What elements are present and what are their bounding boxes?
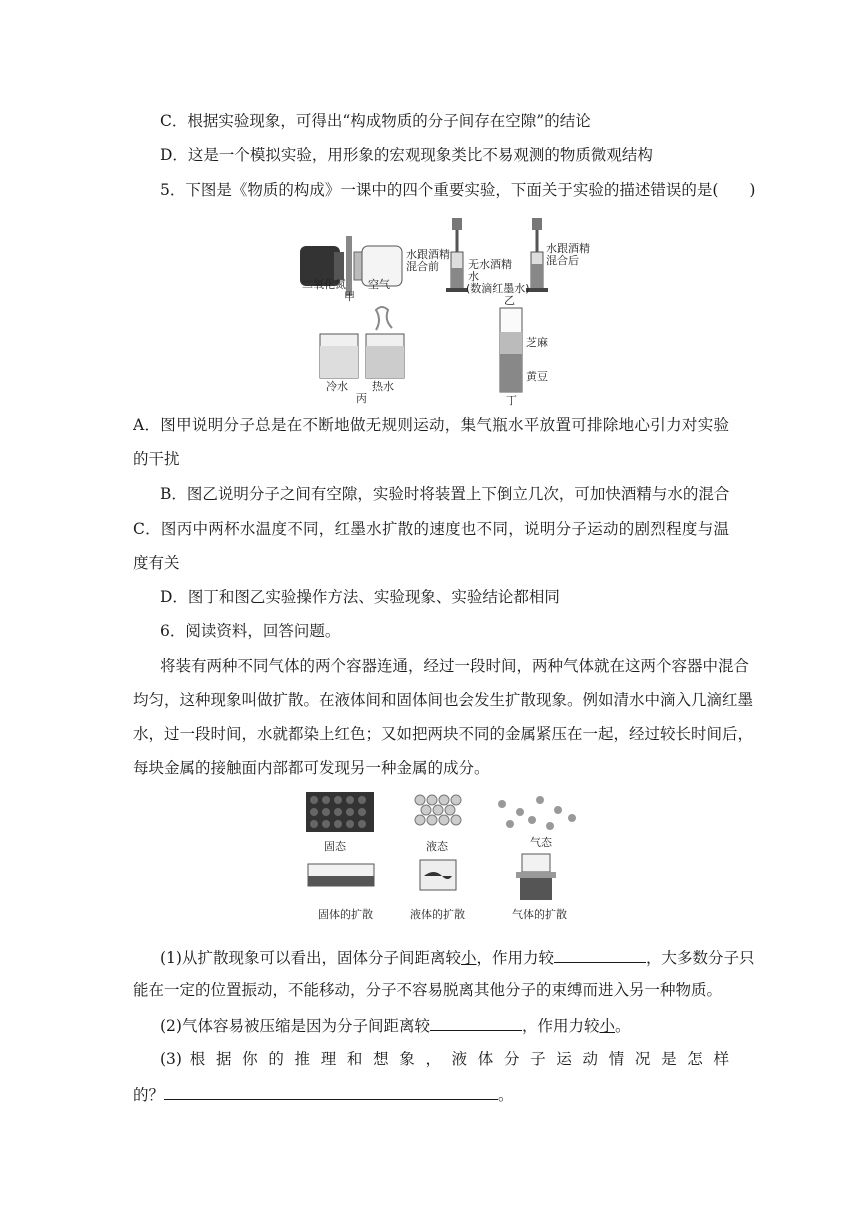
label-jia: 甲 (344, 290, 355, 303)
q6-paragraph-line1: 将装有两种不同气体的两个容器连通，经过一段时间，两种气体就在这两个容器中混合 (160, 657, 750, 675)
gas-particles-illustration (498, 796, 576, 830)
label-air: 空气 (368, 278, 390, 291)
q6-sub2-part2: ，作用力较 (521, 1017, 600, 1035)
question-5-stem: 5．下图是《物质的构成》一课中的四个重要实验，下面关于实验的描述错误的是( ) (160, 181, 756, 199)
solid-lattice-illustration (306, 792, 374, 832)
alcohol-water-tubes-illustration (446, 218, 548, 292)
q6-sub2 (160, 1014, 631, 1036)
solid-diffusion-illustration (308, 864, 374, 886)
q6-paragraph-line3: 水，过一段时间，水就都染上红色；又如把两块不同的金属紧压在一起，经过较长时间后， (133, 725, 754, 743)
label-liquid-diffusion: 液体的扩散 (410, 908, 465, 921)
label-sesame: 芝麻 (526, 336, 548, 349)
q5-option-a-line2: 的干扰 (133, 450, 180, 468)
label-nitrogen-dioxide: 二氧化氮 (302, 278, 346, 291)
q6-sub3-prefix: 的？ (133, 1086, 165, 1104)
label-soybean: 黄豆 (526, 370, 548, 383)
label-liquid: 液态 (426, 840, 448, 853)
label-cold-water: 冷水 (326, 380, 348, 393)
q6-sub1-blank[interactable] (554, 946, 646, 963)
option-c-prev: C．根据实验现象，可得出“构成物质的分子间存在空隙”的结论 (160, 112, 591, 130)
label-after-line1: 水跟酒精 (546, 242, 590, 255)
sesame-soybean-tube-illustration (500, 308, 522, 392)
q6-sub3-line1: (3) 根 据 你 的 推 理 和 想 象 ， 液 体 分 子 运 动 情 况 是 怎 样 (160, 1050, 729, 1068)
label-bing: 丙 (356, 392, 367, 405)
q6-sub1-part3: ，大多数分子只 (646, 949, 755, 967)
label-yi: 乙 (504, 294, 515, 307)
q6-sub1-small-answer: 小 (460, 949, 477, 967)
q5-experiment-figure (290, 212, 590, 408)
q5-option-c-line1: C．图丙中两杯水温度不同，红墨水扩散的速度也不同，说明分子运动的剧烈程度与温 (133, 520, 729, 538)
q6-states-figure (298, 788, 582, 928)
label-hot-water: 热水 (372, 380, 394, 393)
q6-sub1-part2: ，作用力较 (476, 949, 554, 967)
q5-option-c-line2: 度有关 (133, 554, 180, 572)
liquid-diffusion-illustration (420, 860, 456, 890)
option-d-prev: D．这是一个模拟实验，用形象的宏观现象类比不易观测的物质微观结构 (160, 146, 653, 164)
liquid-particles-illustration (415, 795, 461, 825)
q6-paragraph-line4: 每块金属的接触面内部都可发现另一种金属的成分。 (133, 759, 490, 777)
q6-sub3-line2 (133, 1083, 514, 1105)
question-6-stem: 6．阅读资料，回答问题。 (160, 622, 341, 640)
q6-sub3-blank[interactable] (164, 1083, 498, 1100)
beakers-illustration (320, 307, 404, 378)
q6-sub2-small-answer: 小 (599, 1017, 615, 1035)
label-gas: 气态 (530, 836, 552, 849)
q6-sub1-line2: 能在一定的位置振动，不能移动，分子不容易脱离其他分子的束缚而进入另一种物质。 (133, 981, 723, 999)
gas-diffusion-illustration (516, 854, 556, 900)
label-water-note: (数滴红墨水) (466, 282, 530, 295)
label-water: 水 (468, 270, 479, 283)
q5-option-b: B．图乙说明分子之间有空隙，实验时将装置上下倒立几次，可加快酒精与水的混合 (160, 485, 730, 503)
label-before-line1: 水跟酒精 (406, 248, 450, 261)
q6-sub2-end: 。 (615, 1017, 631, 1035)
q6-paragraph-line2: 均匀，这种现象叫做扩散。在液体间和固体间也会发生扩散现象。例如清水中滴入几滴红墨 (133, 691, 754, 709)
q6-sub3-end: 。 (498, 1086, 514, 1104)
q6-sub1-line1 (160, 946, 755, 968)
q5-option-d: D．图丁和图乙实验操作方法、实验现象、实验结论都相同 (160, 588, 560, 606)
q6-sub1-part1: (1)从扩散现象可以看出，固体分子间距离较 (160, 949, 461, 967)
label-solid: 固态 (324, 840, 346, 853)
label-ding: 丁 (506, 394, 517, 407)
label-before-line2: 混合前 (406, 260, 439, 273)
q6-sub2-part1: (2)气体容易被压缩是因为分子间距离较 (160, 1017, 430, 1035)
label-solid-diffusion: 固体的扩散 (318, 908, 373, 921)
label-gas-diffusion: 气体的扩散 (512, 908, 567, 921)
q5-option-a-line1: A．图甲说明分子总是在不断地做无规则运动，集气瓶水平放置可排除地心引力对实验 (133, 416, 729, 434)
label-alcohol: 无水酒精 (468, 258, 512, 271)
label-after-line2: 混合后 (546, 254, 579, 267)
q6-sub2-blank[interactable] (430, 1014, 522, 1031)
